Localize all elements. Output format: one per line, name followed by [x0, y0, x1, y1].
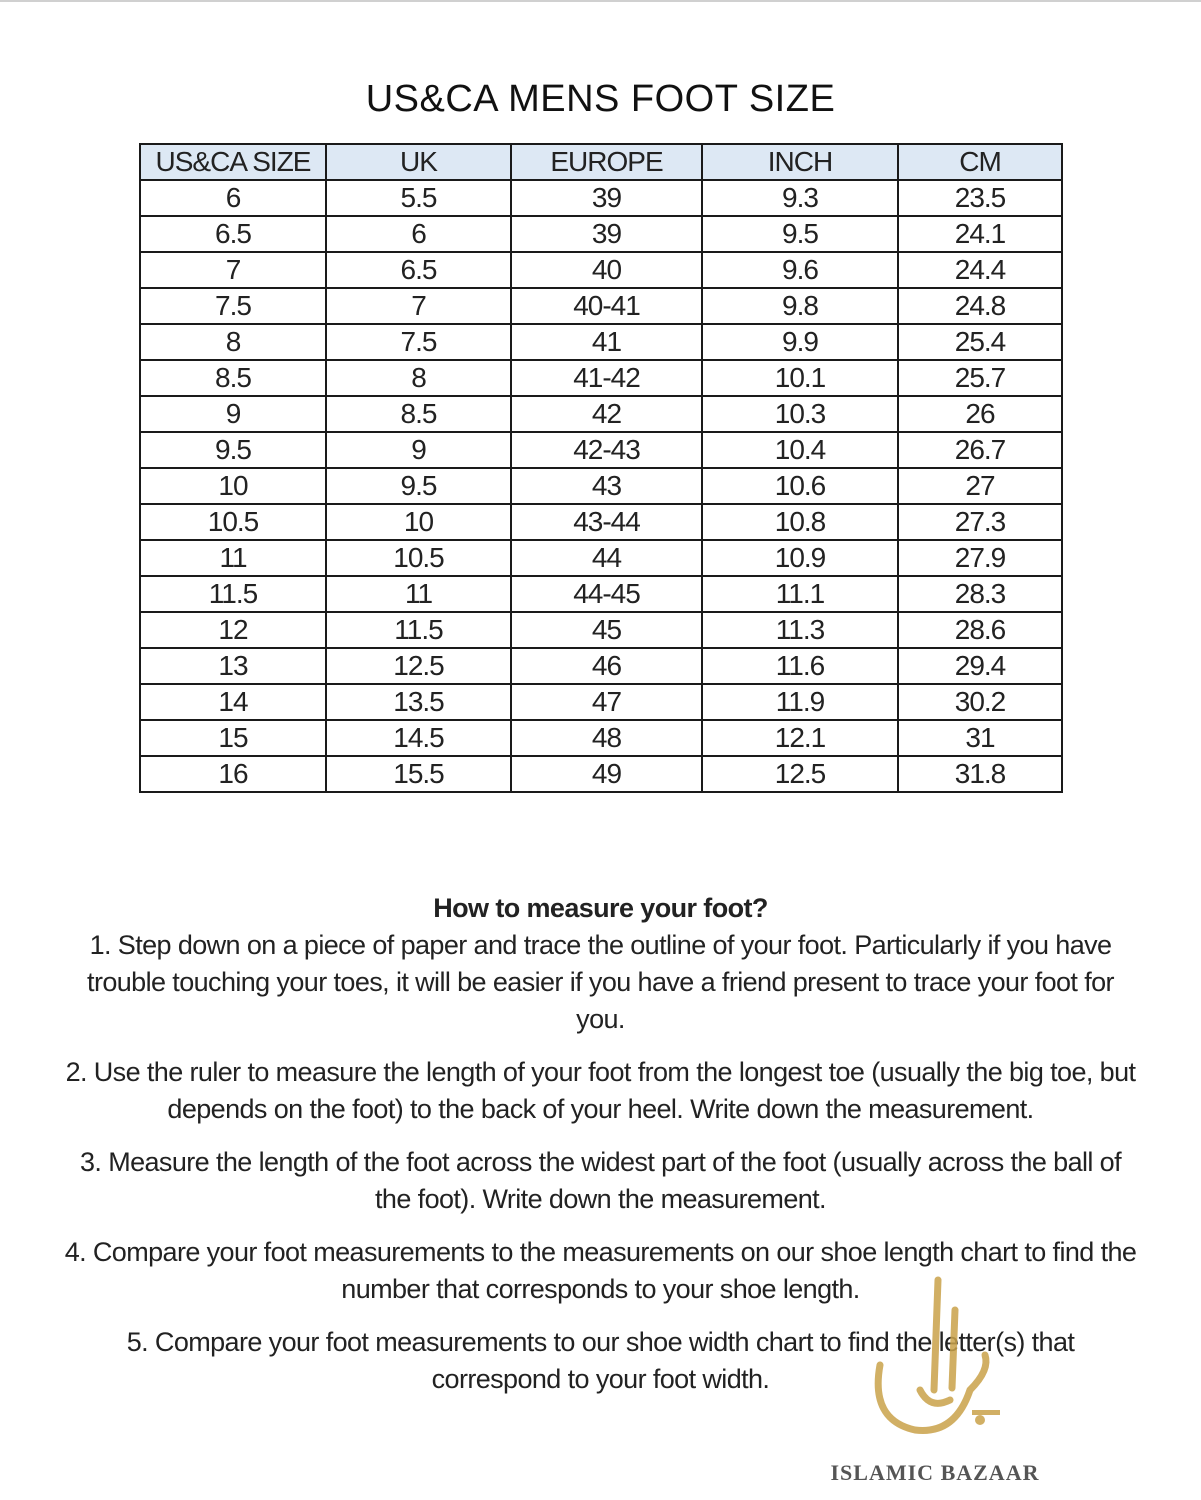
instructions-heading: How to measure your foot? [433, 893, 768, 923]
table-cell: 26.7 [898, 432, 1062, 468]
table-cell: 10.4 [702, 432, 898, 468]
table-cell: 27.9 [898, 540, 1062, 576]
table-cell: 15.5 [326, 756, 511, 792]
table-cell: 46 [511, 648, 702, 684]
table-cell: 9.9 [702, 324, 898, 360]
table-cell: 27 [898, 468, 1062, 504]
size-chart-table [139, 143, 1063, 793]
top-divider [0, 0, 1201, 2]
table-cell: 48 [511, 720, 702, 756]
instruction-step: 4. Compare your foot measurements to the measurements on our shoe length chart to find the number that corresponds to your shoe length. [64, 1237, 1137, 1304]
table-cell: 42-43 [511, 432, 702, 468]
table-row [140, 288, 1062, 324]
table-cell: 12.5 [326, 648, 511, 684]
table-cell: 11.6 [702, 648, 898, 684]
instruction-step: 3. Measure the length of the foot across the widest part of the foot (usually across the ball of the foot). Write down the measurement. [79, 1147, 1122, 1214]
table-row [140, 324, 1062, 360]
column-header: INCH [702, 144, 898, 180]
column-header: UK [326, 144, 511, 180]
table-cell: 9.6 [702, 252, 898, 288]
table-row [140, 396, 1062, 432]
table-cell: 31 [898, 720, 1062, 756]
table-cell: 10.9 [702, 540, 898, 576]
arabic-calligraphy-logo-icon [860, 1270, 1010, 1455]
table-cell: 49 [511, 756, 702, 792]
table-row [140, 360, 1062, 396]
table-cell: 47 [511, 684, 702, 720]
table-cell: 43 [511, 468, 702, 504]
table-cell: 30.2 [898, 684, 1062, 720]
table-cell: 39 [511, 180, 702, 216]
table-cell: 14 [140, 684, 326, 720]
table-cell: 15 [140, 720, 326, 756]
table-cell: 9.5 [702, 216, 898, 252]
table-row [140, 252, 1062, 288]
table-row [140, 468, 1062, 504]
table-cell: 44-45 [511, 576, 702, 612]
table-cell: 10.5 [326, 540, 511, 576]
table-cell: 41 [511, 324, 702, 360]
table-cell: 45 [511, 612, 702, 648]
table-cell: 10 [140, 468, 326, 504]
table-cell: 5.5 [326, 180, 511, 216]
table-cell: 8.5 [140, 360, 326, 396]
table-cell: 11 [326, 576, 511, 612]
table-cell: 9.3 [702, 180, 898, 216]
table-cell: 14.5 [326, 720, 511, 756]
table-cell: 10.1 [702, 360, 898, 396]
table-cell: 31.8 [898, 756, 1062, 792]
table-cell: 24.1 [898, 216, 1062, 252]
table-cell: 24.8 [898, 288, 1062, 324]
table-cell: 12.5 [702, 756, 898, 792]
table-cell: 8 [140, 324, 326, 360]
table-cell: 43-44 [511, 504, 702, 540]
table-cell: 6.5 [140, 216, 326, 252]
table-cell: 10 [326, 504, 511, 540]
table-cell: 25.7 [898, 360, 1062, 396]
table-row [140, 648, 1062, 684]
table-cell: 28.3 [898, 576, 1062, 612]
table-cell: 7.5 [140, 288, 326, 324]
table-cell: 8 [326, 360, 511, 396]
table-cell: 10.5 [140, 504, 326, 540]
table-cell: 9.8 [702, 288, 898, 324]
table-row [140, 504, 1062, 540]
table-cell: 23.5 [898, 180, 1062, 216]
column-header: CM [898, 144, 1062, 180]
table-cell: 9 [326, 432, 511, 468]
table-cell: 42 [511, 396, 702, 432]
table-cell: 10.3 [702, 396, 898, 432]
table-cell: 24.4 [898, 252, 1062, 288]
table-cell: 7.5 [326, 324, 511, 360]
table-cell: 27.3 [898, 504, 1062, 540]
table-cell: 13.5 [326, 684, 511, 720]
table-cell: 26 [898, 396, 1062, 432]
instruction-step: 1. Step down on a piece of paper and trace the outline of your foot. Particularly if you have trouble touching your toes, it will be easier if you have a friend present to trace your foot for you. [87, 930, 1114, 1034]
brand-logo [820, 1270, 1050, 1495]
instruction-step: 2. Use the ruler to measure the length of your foot from the longest toe (usually the big toe, but depends on the foot) to the back of your heel. Write down the measurement. [65, 1057, 1136, 1124]
table-row [140, 684, 1062, 720]
table-row [140, 540, 1062, 576]
table-row [140, 756, 1062, 792]
table-cell: 28.6 [898, 612, 1062, 648]
table-cell: 44 [511, 540, 702, 576]
brand-name: ISLAMIC BAZAAR [830, 1460, 1040, 1485]
table-cell: 10.6 [702, 468, 898, 504]
table-cell: 11.5 [326, 612, 511, 648]
table-cell: 10.8 [702, 504, 898, 540]
table-row [140, 216, 1062, 252]
page-title: US&CA MENS FOOT SIZE [365, 78, 836, 120]
table-cell: 12 [140, 612, 326, 648]
table-cell: 7 [140, 252, 326, 288]
table-row [140, 432, 1062, 468]
table-header-row [140, 144, 1062, 180]
table-cell: 11.9 [702, 684, 898, 720]
table-cell: 11.5 [140, 576, 326, 612]
table-cell: 40-41 [511, 288, 702, 324]
column-header: EUROPE [511, 144, 702, 180]
table-row [140, 720, 1062, 756]
table-cell: 11.3 [702, 612, 898, 648]
table-cell: 9.5 [140, 432, 326, 468]
table-cell: 16 [140, 756, 326, 792]
table-cell: 12.1 [702, 720, 898, 756]
table-cell: 6 [326, 216, 511, 252]
table-cell: 41-42 [511, 360, 702, 396]
instruction-step: 5. Compare your foot measurements to our shoe width chart to find the letter(s) that correspond to your foot width. [126, 1327, 1075, 1394]
column-header: US&CA SIZE [140, 144, 326, 180]
table-cell: 6.5 [326, 252, 511, 288]
table-cell: 6 [140, 180, 326, 216]
table-cell: 7 [326, 288, 511, 324]
table-cell: 25.4 [898, 324, 1062, 360]
table-cell: 9.5 [326, 468, 511, 504]
table-cell: 39 [511, 216, 702, 252]
table-row [140, 180, 1062, 216]
table-cell: 8.5 [326, 396, 511, 432]
table-cell: 11.1 [702, 576, 898, 612]
table-cell: 9 [140, 396, 326, 432]
table-cell: 29.4 [898, 648, 1062, 684]
table-cell: 11 [140, 540, 326, 576]
table-cell: 13 [140, 648, 326, 684]
table-row [140, 576, 1062, 612]
table-row [140, 612, 1062, 648]
table-cell: 40 [511, 252, 702, 288]
